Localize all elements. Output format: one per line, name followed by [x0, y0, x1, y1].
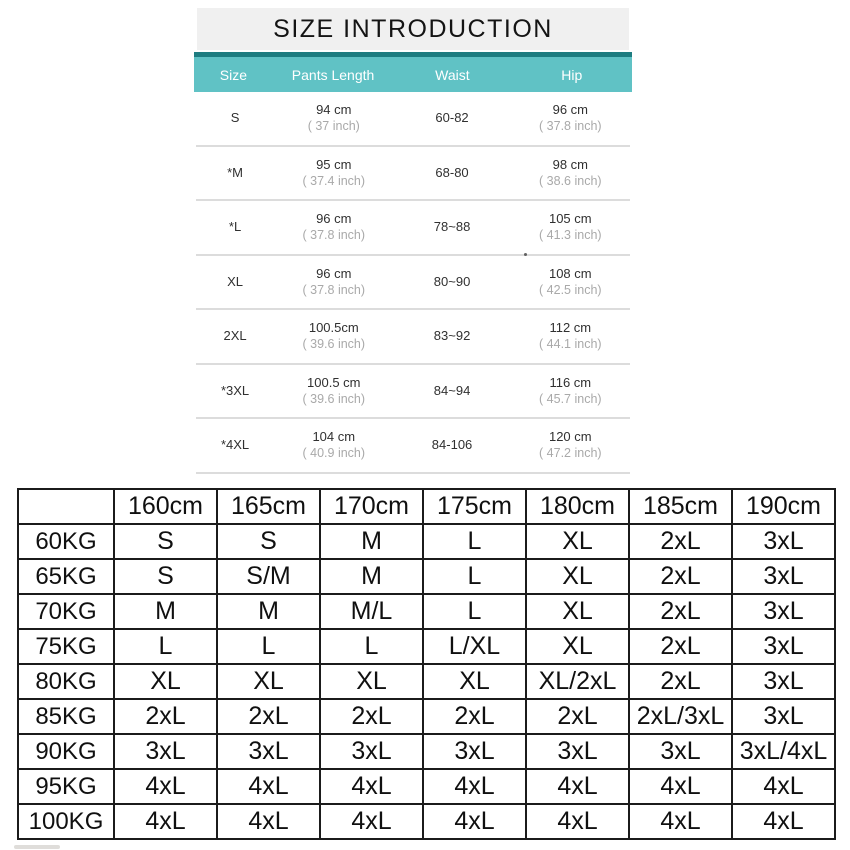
size-label: *3XL — [220, 382, 250, 398]
matrix-size-cell: XL — [114, 664, 217, 699]
hip-value: 116 cm — [549, 374, 592, 390]
pants-length-cell — [274, 92, 393, 145]
pants-length-value: 95 cm — [316, 156, 352, 172]
waist-cell — [393, 365, 510, 418]
matrix-size-cell: 2xL/3xL — [629, 699, 732, 734]
hip-inches: ( 38.6 inch) — [539, 173, 602, 188]
matrix-size-cell: 2xL — [526, 699, 629, 734]
size-row — [196, 147, 630, 202]
size-intro-header-row — [194, 57, 632, 92]
matrix-size-cell: 3xL — [732, 664, 835, 699]
size-intro-body — [196, 92, 630, 474]
hip-cell — [511, 147, 630, 200]
waist-range: 84-106 — [431, 437, 473, 453]
pants-length-inches: ( 39.6 inch) — [302, 391, 366, 406]
column-header-pants: Pants Length — [291, 66, 375, 83]
matrix-size-cell: XL — [217, 664, 320, 699]
matrix-size-cell: XL — [526, 594, 629, 629]
pants-length-cell — [274, 201, 393, 254]
matrix-row — [18, 804, 835, 839]
size-label-cell — [196, 365, 274, 418]
size-label: *L — [228, 219, 242, 235]
matrix-size-cell: 4xL — [217, 804, 320, 839]
matrix-size-cell: XL — [526, 629, 629, 664]
matrix-size-cell: 4xL — [217, 769, 320, 804]
column-header-waist: Waist — [435, 66, 470, 83]
matrix-size-cell: 4xL — [114, 769, 217, 804]
matrix-size-cell: 4xL — [732, 804, 835, 839]
waist-range: 60-82 — [435, 110, 469, 126]
matrix-size-cell: XL/2xL — [526, 664, 629, 699]
matrix-size-cell: 2xL — [423, 699, 526, 734]
matrix-size-cell: 3xL — [423, 734, 526, 769]
matrix-size-cell: XL — [423, 664, 526, 699]
size-label-cell — [196, 256, 274, 309]
size-row — [196, 365, 630, 420]
pants-length-inches: ( 37.8 inch) — [302, 228, 366, 243]
pants-length-value: 96 cm — [316, 211, 352, 227]
size-intro-title: SIZE INTRODUCTION — [197, 8, 629, 50]
pants-length-inches: ( 37 inch) — [307, 119, 360, 134]
weight-row-header: 95KG — [18, 769, 114, 804]
matrix-size-cell: L — [320, 629, 423, 664]
matrix-size-cell: L — [423, 559, 526, 594]
column-header-size: Size — [219, 66, 248, 83]
matrix-size-cell: XL — [320, 664, 423, 699]
size-label-cell — [196, 419, 274, 472]
waist-cell — [393, 201, 510, 254]
height-column-header: 180cm — [526, 489, 629, 524]
matrix-size-cell: 3xL — [217, 734, 320, 769]
matrix-size-cell: 3xL — [732, 594, 835, 629]
matrix-size-cell: 4xL — [526, 769, 629, 804]
size-label: 2XL — [223, 328, 247, 344]
hip-value: 105 cm — [548, 211, 592, 227]
matrix-row — [18, 524, 835, 559]
height-column-header: 190cm — [732, 489, 835, 524]
weight-row-header: 60KG — [18, 524, 114, 559]
hip-inches: ( 42.5 inch) — [539, 282, 602, 297]
weight-row-header: 90KG — [18, 734, 114, 769]
matrix-size-cell: 3xL — [526, 734, 629, 769]
size-row — [196, 419, 630, 474]
size-label-cell — [196, 201, 274, 254]
hip-value: 112 cm — [549, 320, 592, 336]
size-label: XL — [227, 273, 243, 289]
waist-cell — [393, 256, 510, 309]
size-intro-table — [194, 8, 632, 474]
matrix-size-cell: S — [114, 524, 217, 559]
size-row — [196, 201, 630, 256]
pants-length-value: 104 cm — [312, 429, 356, 445]
column-header-hip: Hip — [561, 66, 583, 83]
matrix-size-cell: 4xL — [732, 769, 835, 804]
matrix-size-cell: 2xL — [320, 699, 423, 734]
hip-value: 98 cm — [552, 156, 588, 172]
matrix-size-cell: 2xL — [629, 629, 732, 664]
weight-row-header: 100KG — [18, 804, 114, 839]
pants-length-inches: ( 40.9 inch) — [302, 446, 366, 461]
matrix-size-cell: 4xL — [423, 769, 526, 804]
height-column-header: 160cm — [114, 489, 217, 524]
matrix-size-cell: 3xL — [114, 734, 217, 769]
weight-row-header: 85KG — [18, 699, 114, 734]
hip-cell — [511, 310, 630, 363]
hip-inches: ( 45.7 inch) — [539, 391, 602, 406]
waist-cell — [393, 92, 510, 145]
matrix-size-cell: 4xL — [526, 804, 629, 839]
matrix-row — [18, 664, 835, 699]
matrix-size-cell: 2xL — [629, 559, 732, 594]
matrix-corner-cell — [18, 489, 114, 524]
height-weight-matrix — [17, 488, 836, 840]
matrix-size-cell: 4xL — [114, 804, 217, 839]
matrix-row — [18, 559, 835, 594]
pants-length-cell — [274, 365, 393, 418]
matrix-size-cell: 2xL — [629, 664, 732, 699]
waist-range: 80~90 — [433, 273, 471, 289]
weight-row-header: 75KG — [18, 629, 114, 664]
matrix-size-cell: 3xL — [732, 699, 835, 734]
matrix-size-cell: L — [114, 629, 217, 664]
height-column-header: 185cm — [629, 489, 732, 524]
matrix-row — [18, 629, 835, 664]
size-label: *4XL — [220, 437, 250, 453]
hip-inches: ( 37.8 inch) — [539, 119, 602, 134]
weight-row-header: 65KG — [18, 559, 114, 594]
matrix-size-cell: 4xL — [320, 804, 423, 839]
weight-row-header: 80KG — [18, 664, 114, 699]
matrix-header-row — [18, 489, 835, 524]
pants-length-value: 96 cm — [316, 265, 352, 281]
matrix-size-cell: S/M — [217, 559, 320, 594]
size-label-cell — [196, 92, 274, 145]
hip-inches: ( 41.3 inch) — [539, 228, 602, 243]
matrix-size-cell: 3xL/4xL — [732, 734, 835, 769]
height-column-header: 175cm — [423, 489, 526, 524]
hip-inches: ( 47.2 inch) — [539, 446, 602, 461]
matrix-row — [18, 734, 835, 769]
matrix-size-cell: 3xL — [629, 734, 732, 769]
pants-length-inches: ( 39.6 inch) — [302, 337, 366, 352]
matrix-size-cell: M — [320, 559, 423, 594]
pants-length-cell — [274, 419, 393, 472]
matrix-row — [18, 769, 835, 804]
waist-cell — [393, 147, 510, 200]
pants-length-inches: ( 37.4 inch) — [302, 173, 366, 188]
size-label: S — [230, 110, 240, 126]
waist-range: 68-80 — [435, 164, 469, 180]
pants-length-cell — [274, 147, 393, 200]
height-column-header: 165cm — [217, 489, 320, 524]
waist-cell — [393, 310, 510, 363]
hip-cell — [511, 92, 630, 145]
matrix-size-cell: S — [217, 524, 320, 559]
hip-cell — [511, 256, 630, 309]
matrix-size-cell: L — [217, 629, 320, 664]
matrix-size-cell: 4xL — [423, 804, 526, 839]
matrix-size-cell: M — [217, 594, 320, 629]
size-label-cell — [196, 310, 274, 363]
hip-inches: ( 44.1 inch) — [539, 337, 602, 352]
matrix-size-cell: 4xL — [629, 804, 732, 839]
hip-cell — [511, 365, 630, 418]
matrix-size-cell: 2xL — [629, 524, 732, 559]
matrix-size-cell: L — [423, 594, 526, 629]
height-column-header: 170cm — [320, 489, 423, 524]
matrix-size-cell: 2xL — [217, 699, 320, 734]
pants-length-value: 94 cm — [316, 102, 352, 118]
hip-value: 108 cm — [548, 265, 592, 281]
hip-cell — [511, 419, 630, 472]
matrix-size-cell: 3xL — [732, 629, 835, 664]
hip-value: 120 cm — [548, 429, 592, 445]
matrix-size-cell: 2xL — [114, 699, 217, 734]
hip-value: 96 cm — [552, 102, 588, 118]
matrix-table — [17, 488, 836, 840]
matrix-size-cell: 4xL — [320, 769, 423, 804]
waist-range: 83~92 — [433, 328, 471, 344]
pants-length-value: 100.5cm — [308, 320, 359, 336]
matrix-size-cell: XL — [526, 524, 629, 559]
matrix-size-cell: L — [423, 524, 526, 559]
size-row — [196, 92, 630, 147]
matrix-size-cell: XL — [526, 559, 629, 594]
pants-length-value: 100.5 cm — [307, 374, 361, 390]
stray-dot-artifact — [524, 253, 527, 256]
matrix-row — [18, 699, 835, 734]
waist-range: 84~94 — [433, 382, 471, 398]
matrix-size-cell: M — [320, 524, 423, 559]
pants-length-inches: ( 37.8 inch) — [302, 282, 366, 297]
matrix-row — [18, 594, 835, 629]
size-label-cell — [196, 147, 274, 200]
waist-cell — [393, 419, 510, 472]
pants-length-cell — [274, 310, 393, 363]
matrix-size-cell: 3xL — [732, 524, 835, 559]
matrix-size-cell: 4xL — [629, 769, 732, 804]
matrix-size-cell: 2xL — [629, 594, 732, 629]
cropped-text-remnant — [14, 845, 60, 849]
matrix-size-cell: 3xL — [320, 734, 423, 769]
matrix-size-cell: M/L — [320, 594, 423, 629]
weight-row-header: 70KG — [18, 594, 114, 629]
matrix-size-cell: M — [114, 594, 217, 629]
size-row — [196, 256, 630, 311]
pants-length-cell — [274, 256, 393, 309]
matrix-size-cell: L/XL — [423, 629, 526, 664]
matrix-size-cell: S — [114, 559, 217, 594]
hip-cell — [511, 201, 630, 254]
size-label: *M — [227, 164, 243, 180]
size-row — [196, 310, 630, 365]
waist-range: 78~88 — [433, 219, 471, 235]
matrix-size-cell: 3xL — [732, 559, 835, 594]
